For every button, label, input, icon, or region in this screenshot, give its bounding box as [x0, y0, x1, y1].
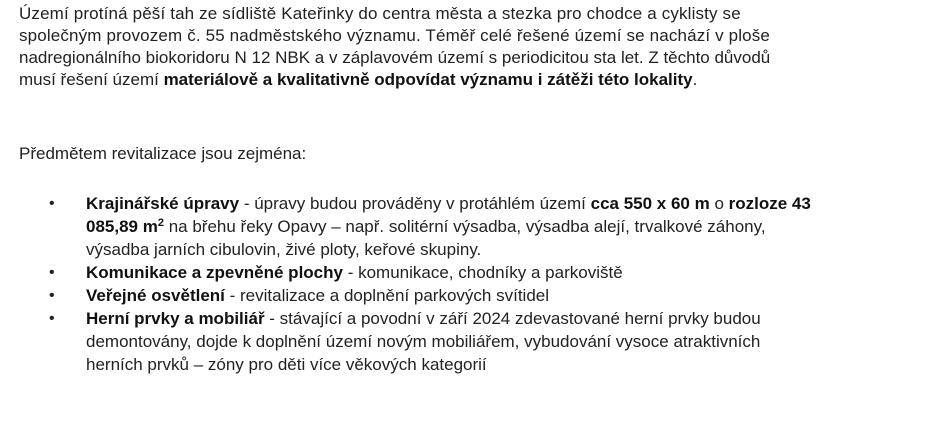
item-line — [86, 194, 811, 213]
revitalization-list — [19, 192, 909, 376]
intro-line-2: společným provozem č. 55 nadměstského významu. Téměř celé řešené území se nachází v ploše — [19, 26, 770, 45]
list-item-play-elements — [19, 307, 909, 376]
list-item-lighting — [19, 284, 909, 307]
item-title: Herní prvky a mobiliář — [86, 309, 265, 328]
item-line: herních prvků – zóny pro děti více věkových kategorií — [86, 355, 487, 374]
document-page — [19, 3, 909, 374]
item-dimensions: cca 550 x 60 m — [590, 194, 710, 213]
item-line — [86, 309, 761, 328]
item-area-value: 085,89 m — [86, 217, 158, 236]
item-text: - úpravy budou prováděny v protáhlém území — [239, 194, 591, 213]
item-area: rozloze 43 — [728, 194, 811, 213]
list-item-roads — [19, 261, 909, 284]
bullet-icon: • — [49, 195, 55, 212]
subject-heading: Předmětem revitalizace jsou zejména: — [19, 144, 307, 163]
intro-line-1: Území protíná pěší tah ze sídliště Kateřinky do centra města a stezka pro chodce a cyklisty se — [19, 4, 741, 23]
bullet-icon: • — [49, 287, 55, 304]
bullet-icon: • — [49, 310, 55, 327]
intro-line-4-end: . — [692, 70, 698, 89]
item-text: - revitalizace a doplnění parkových svítidel — [224, 286, 550, 305]
item-line: demontovány, dojde k doplnění území novým mobiliářem, vybudování vysoce atraktivních — [86, 332, 761, 351]
item-title: Veřejné osvětlení — [86, 286, 225, 305]
item-text: - stávající a povodní v září 2024 zdevastované herní prvky budou — [264, 309, 761, 328]
intro-line-4 — [19, 69, 909, 91]
item-title: Krajinářské úpravy — [86, 194, 240, 213]
intro-line-4-text: musí řešení území — [19, 70, 164, 89]
item-text: o — [709, 194, 729, 213]
item-text: - komunikace, chodníky a parkoviště — [342, 263, 623, 282]
intro-paragraph — [19, 3, 909, 91]
bullet-icon: • — [49, 264, 55, 281]
item-area-superscript: 2 — [157, 217, 164, 229]
intro-line-3: nadregionálního biokoridoru N 12 NBK a v záplavovém území s periodicitou sta let. Z těchto důvodů — [19, 48, 771, 67]
item-title: Komunikace a zpevněné plochy — [86, 263, 343, 282]
item-text: na břehu řeky Opavy – např. solitérní výsadba, výsadba alejí, trvalkové záhony, — [163, 217, 766, 236]
intro-emphasis: materiálově a kvalitativně odpovídat významu i zátěži této lokality — [163, 70, 693, 89]
item-line — [86, 217, 766, 236]
list-item-landscaping — [19, 192, 909, 261]
item-line: výsadba jarních cibulovin, živé ploty, keřové skupiny. — [86, 240, 482, 259]
